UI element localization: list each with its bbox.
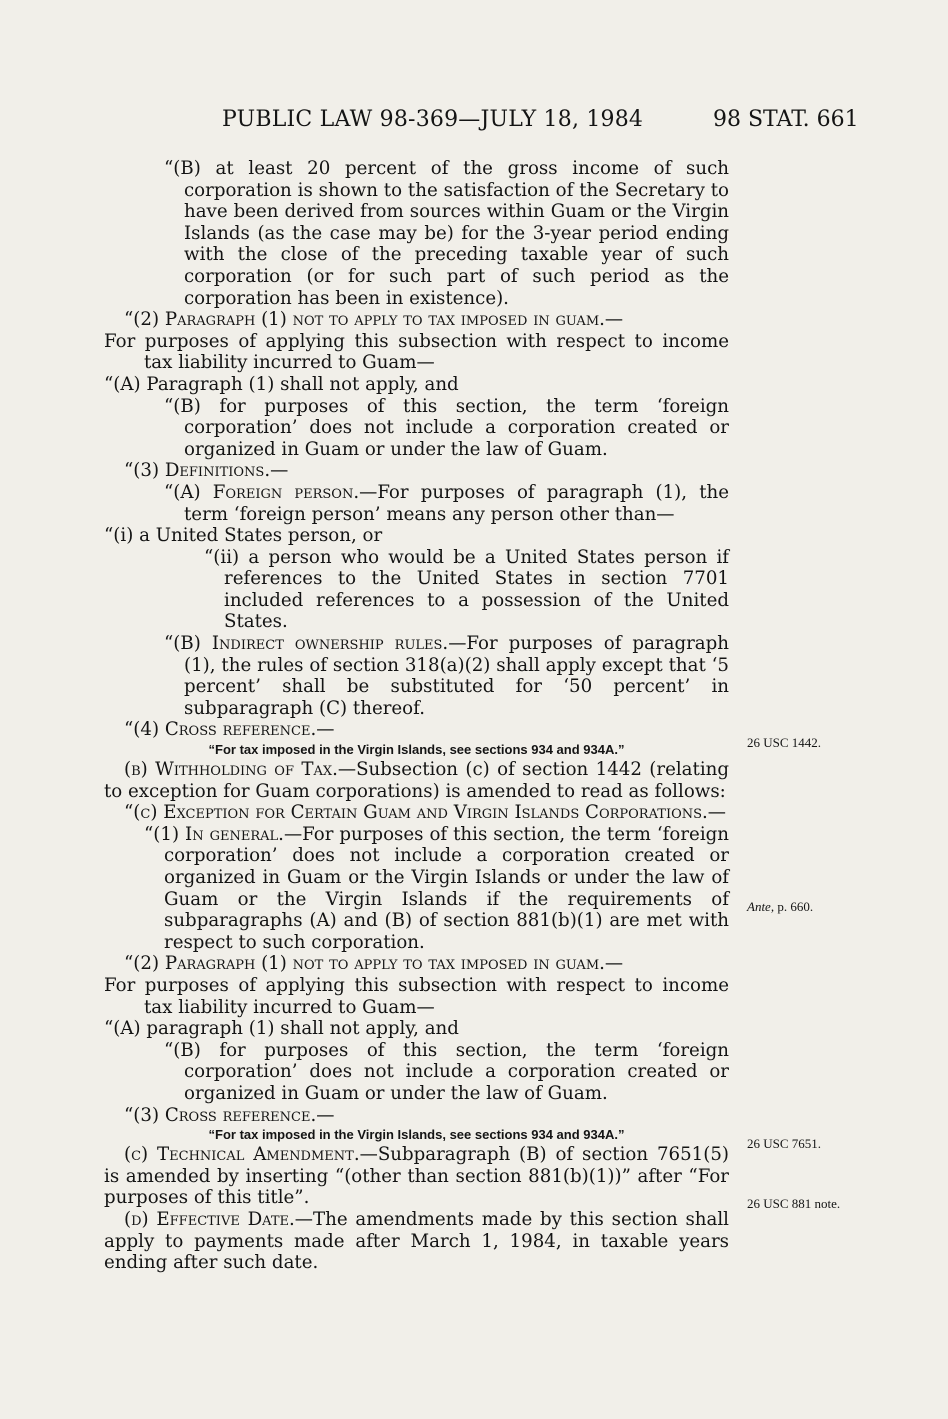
paragraph-p3-a: “(A) Foreign person.—For purposes of paragraph (1), the term ‘foreign person’ means any person other than— (164, 481, 729, 525)
heading-p2: “(2) Paragraph (1) not to apply to tax imposed in guam.— (124, 309, 624, 331)
margin-note-usc-7651: 26 USC 7651. (747, 1136, 822, 1151)
heading-c3: “(3) Cross reference.— (124, 1104, 335, 1126)
heading-p3: “(3) Definitions.— (124, 460, 289, 482)
paragraph-c2-text: For purposes of applying this subsection with respect to income tax liability incurred to Guam— (104, 974, 729, 1018)
paragraph-p3-a-ii: “(ii) a person who would be a United States person if references to the United States in section 7701 included references to a possession of the United States. (204, 546, 729, 633)
paragraph-c1: “(1) In general.—For purposes of this section, the term ‘foreign corporation’ does not include a corporation created or organized in Guam or the Virgin Islands or under the law of Guam or the Virgin Islands if the requirements of subparagraphs (A) and (B) of section 881(b)(1) are met with respect to such corporation. (144, 823, 729, 953)
paragraph-c2-b: “(B) for purposes of this section, the term ‘foreign corporation’ does not include a corporation created or organized in Guam or under the law of Guam. (164, 1039, 729, 1104)
cross-reference-1: “For tax imposed in the Virgin Islands, see sections 934 and 934A.” (208, 742, 625, 758)
paragraph-p3-a-i: “(i) a United States person, or (104, 525, 383, 547)
heading-c2: “(2) Paragraph (1) not to apply to tax imposed in guam.— (124, 953, 624, 975)
paragraph-p2-text: For purposes of applying this subsection with respect to income tax liability incurred to Guam— (104, 330, 729, 374)
paragraph-b-withholding: (b) Withholding of Tax.—Subsection (c) of section 1442 (relating to exception for Guam corporations) is amended to read as follows: (104, 759, 729, 802)
margin-note-usc-881: 26 USC 881 note. (747, 1196, 841, 1211)
heading-c-exception: “(c) Exception for Certain Guam and Virgin Islands Corporations.— (124, 802, 726, 824)
margin-note-ante: Ante, p. 660. (747, 899, 814, 914)
document-body (104, 158, 729, 1274)
paragraph-p2-b: “(B) for purposes of this section, the term ‘foreign corporation’ does not include a corporation created or organized in Guam or under the law of Guam. (164, 395, 729, 460)
heading-p4: “(4) Cross reference.— (124, 719, 335, 741)
paragraph-b-subparagraph: “(B) at least 20 percent of the gross income of such corporation is shown to the satisfaction of the Secretary to have been derived from sources within Guam or the Virgin Islands (as the case may be) for the 3-year period ending with the close of the preceding taxable year of such corporation (or for such part of such period as the corporation has been in existence). (164, 158, 729, 309)
paragraph-c2-a: “(A) paragraph (1) shall not apply, and (104, 1018, 459, 1040)
paragraph-c-technical: (c) Technical Amendment.—Subparagraph (B) of section 7651(5) is amended by inserting “(other than section 881(b)(1))” after “For purposes of this title”. (104, 1144, 730, 1209)
header-title: PUBLIC LAW 98-369—JULY 18, 1984 (222, 107, 644, 132)
paragraph-p2-a: “(A) Paragraph (1) shall not apply, and (104, 373, 459, 395)
paragraph-d-effective: (d) Effective Date.—The amendments made by this section shall apply to payments made after March 1, 1984, in taxable years ending after such date. (104, 1208, 729, 1274)
cross-reference-2: “For tax imposed in the Virgin Islands, see sections 934 and 934A.” (208, 1127, 625, 1143)
header-stat-page: 98 STAT. 661 (713, 107, 859, 132)
paragraph-p3-b: “(B) Indirect ownership rules.—For purposes of paragraph (1), the rules of section 318(a)(2) shall apply except that ‘5 percent’ shall be substituted for ‘50 percent’ in subparagraph (C) thereof. (164, 633, 729, 719)
page-header (0, 107, 948, 137)
margin-note-usc-1442: 26 USC 1442. (747, 735, 822, 750)
